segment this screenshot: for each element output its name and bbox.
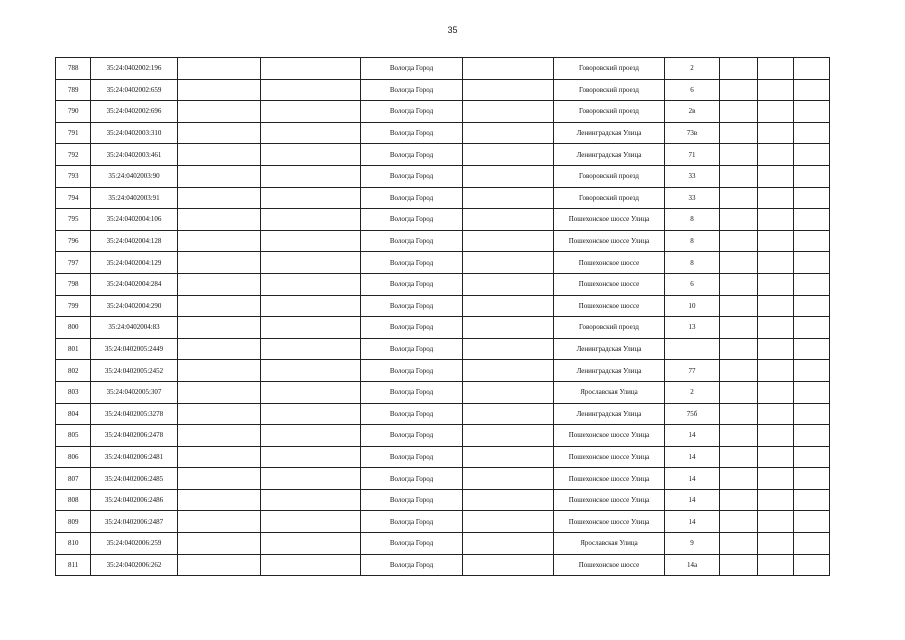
street-cell: Ярославская Улица bbox=[554, 533, 665, 555]
table-row bbox=[56, 101, 830, 123]
empty-cell bbox=[463, 273, 554, 295]
empty-cell bbox=[178, 554, 261, 576]
empty-cell bbox=[794, 79, 830, 101]
empty-cell bbox=[758, 403, 794, 425]
table-row bbox=[56, 403, 830, 425]
empty-cell bbox=[720, 338, 758, 360]
empty-cell bbox=[720, 230, 758, 252]
table-row bbox=[56, 165, 830, 187]
empty-cell bbox=[794, 533, 830, 555]
street-cell: Говоровский проезд bbox=[554, 79, 665, 101]
empty-cell bbox=[758, 295, 794, 317]
house-number-cell: 33 bbox=[665, 165, 720, 187]
cadastral-number-cell: 35:24:0402002:196 bbox=[91, 58, 178, 80]
empty-cell bbox=[794, 187, 830, 209]
empty-cell bbox=[463, 209, 554, 231]
empty-cell bbox=[178, 511, 261, 533]
street-cell: Пошехонское шоссе bbox=[554, 273, 665, 295]
empty-cell bbox=[758, 446, 794, 468]
house-number-cell: 14 bbox=[665, 425, 720, 447]
empty-cell bbox=[794, 101, 830, 123]
empty-cell bbox=[261, 338, 361, 360]
empty-cell bbox=[794, 122, 830, 144]
street-cell: Говоровский проезд bbox=[554, 58, 665, 80]
street-cell: Пошехонское шоссе bbox=[554, 252, 665, 274]
page-number: 35 bbox=[447, 25, 458, 35]
cadastral-number-cell: 35:24:0402005:3278 bbox=[91, 403, 178, 425]
empty-cell bbox=[794, 273, 830, 295]
empty-cell bbox=[178, 381, 261, 403]
empty-cell bbox=[261, 252, 361, 274]
street-cell: Пошехонское шоссе Улица bbox=[554, 511, 665, 533]
empty-cell bbox=[758, 425, 794, 447]
empty-cell bbox=[794, 468, 830, 490]
cadastral-number-cell: 35:24:0402006:2481 bbox=[91, 446, 178, 468]
locality-cell: Вологда Город bbox=[361, 295, 463, 317]
empty-cell bbox=[463, 295, 554, 317]
empty-cell bbox=[720, 122, 758, 144]
empty-cell bbox=[758, 533, 794, 555]
street-cell: Ленинградская Улица bbox=[554, 122, 665, 144]
empty-cell bbox=[178, 533, 261, 555]
empty-cell bbox=[720, 468, 758, 490]
empty-cell bbox=[463, 468, 554, 490]
empty-cell bbox=[261, 554, 361, 576]
row-number-cell: 790 bbox=[56, 101, 91, 123]
empty-cell bbox=[261, 230, 361, 252]
house-number-cell: 9 bbox=[665, 533, 720, 555]
empty-cell bbox=[261, 122, 361, 144]
empty-cell bbox=[261, 79, 361, 101]
empty-cell bbox=[758, 122, 794, 144]
street-cell: Пошехонское шоссе bbox=[554, 554, 665, 576]
empty-cell bbox=[758, 79, 794, 101]
street-cell: Пошехонское шоссе Улица bbox=[554, 209, 665, 231]
empty-cell bbox=[261, 425, 361, 447]
empty-cell bbox=[463, 360, 554, 382]
cadastral-number-cell: 35:24:0402005:2449 bbox=[91, 338, 178, 360]
empty-cell bbox=[463, 317, 554, 339]
locality-cell: Вологда Город bbox=[361, 273, 463, 295]
house-number-cell: 6 bbox=[665, 79, 720, 101]
empty-cell bbox=[463, 554, 554, 576]
empty-cell bbox=[758, 381, 794, 403]
cadastral-number-cell: 35:24:0402006:2487 bbox=[91, 511, 178, 533]
street-cell: Говоровский проезд bbox=[554, 101, 665, 123]
house-number-cell: 14а bbox=[665, 554, 720, 576]
empty-cell bbox=[178, 58, 261, 80]
table-row bbox=[56, 317, 830, 339]
empty-cell bbox=[178, 230, 261, 252]
empty-cell bbox=[178, 209, 261, 231]
empty-cell bbox=[261, 58, 361, 80]
street-cell: Пошехонское шоссе Улица bbox=[554, 489, 665, 511]
row-number-cell: 800 bbox=[56, 317, 91, 339]
locality-cell: Вологда Город bbox=[361, 468, 463, 490]
street-cell: Ленинградская Улица bbox=[554, 403, 665, 425]
house-number-cell: 8 bbox=[665, 230, 720, 252]
empty-cell bbox=[794, 338, 830, 360]
empty-cell bbox=[794, 489, 830, 511]
street-cell: Пошехонское шоссе Улица bbox=[554, 230, 665, 252]
house-number-cell: 14 bbox=[665, 446, 720, 468]
empty-cell bbox=[463, 58, 554, 80]
empty-cell bbox=[720, 58, 758, 80]
empty-cell bbox=[463, 187, 554, 209]
empty-cell bbox=[720, 209, 758, 231]
empty-cell bbox=[463, 489, 554, 511]
locality-cell: Вологда Город bbox=[361, 122, 463, 144]
empty-cell bbox=[794, 554, 830, 576]
locality-cell: Вологда Город bbox=[361, 511, 463, 533]
empty-cell bbox=[758, 101, 794, 123]
empty-cell bbox=[794, 295, 830, 317]
row-number-cell: 794 bbox=[56, 187, 91, 209]
cadastral-number-cell: 35:24:0402006:2486 bbox=[91, 489, 178, 511]
empty-cell bbox=[720, 533, 758, 555]
row-number-cell: 805 bbox=[56, 425, 91, 447]
empty-cell bbox=[794, 403, 830, 425]
locality-cell: Вологда Город bbox=[361, 381, 463, 403]
empty-cell bbox=[178, 252, 261, 274]
empty-cell bbox=[261, 273, 361, 295]
empty-cell bbox=[720, 252, 758, 274]
street-cell: Говоровский проезд bbox=[554, 187, 665, 209]
empty-cell bbox=[720, 295, 758, 317]
empty-cell bbox=[758, 360, 794, 382]
house-number-cell: 14 bbox=[665, 468, 720, 490]
empty-cell bbox=[463, 230, 554, 252]
empty-cell bbox=[758, 144, 794, 166]
row-number-cell: 789 bbox=[56, 79, 91, 101]
row-number-cell: 788 bbox=[56, 58, 91, 80]
empty-cell bbox=[720, 101, 758, 123]
empty-cell bbox=[261, 489, 361, 511]
row-number-cell: 811 bbox=[56, 554, 91, 576]
house-number-cell: 2в bbox=[665, 101, 720, 123]
table-row bbox=[56, 122, 830, 144]
row-number-cell: 798 bbox=[56, 273, 91, 295]
empty-cell bbox=[794, 209, 830, 231]
table-row bbox=[56, 511, 830, 533]
table-row bbox=[56, 230, 830, 252]
empty-cell bbox=[463, 511, 554, 533]
cadastral-number-cell: 35:24:0402004:284 bbox=[91, 273, 178, 295]
table-row bbox=[56, 144, 830, 166]
empty-cell bbox=[720, 317, 758, 339]
registry-table bbox=[55, 57, 830, 576]
table-row bbox=[56, 187, 830, 209]
house-number-cell: 10 bbox=[665, 295, 720, 317]
row-number-cell: 796 bbox=[56, 230, 91, 252]
empty-cell bbox=[463, 252, 554, 274]
empty-cell bbox=[758, 230, 794, 252]
empty-cell bbox=[794, 425, 830, 447]
empty-cell bbox=[720, 489, 758, 511]
locality-cell: Вологда Город bbox=[361, 165, 463, 187]
locality-cell: Вологда Город bbox=[361, 209, 463, 231]
locality-cell: Вологда Город bbox=[361, 533, 463, 555]
empty-cell bbox=[463, 446, 554, 468]
cadastral-number-cell: 35:24:0402006:259 bbox=[91, 533, 178, 555]
table-row bbox=[56, 79, 830, 101]
empty-cell bbox=[758, 489, 794, 511]
empty-cell bbox=[720, 554, 758, 576]
house-number-cell: 14 bbox=[665, 489, 720, 511]
empty-cell bbox=[463, 79, 554, 101]
locality-cell: Вологда Город bbox=[361, 360, 463, 382]
street-cell: Ленинградская Улица bbox=[554, 144, 665, 166]
table-row bbox=[56, 338, 830, 360]
locality-cell: Вологда Город bbox=[361, 101, 463, 123]
house-number-cell: 33 bbox=[665, 187, 720, 209]
empty-cell bbox=[758, 338, 794, 360]
empty-cell bbox=[261, 403, 361, 425]
empty-cell bbox=[261, 209, 361, 231]
row-number-cell: 803 bbox=[56, 381, 91, 403]
cadastral-number-cell: 35:24:0402003:91 bbox=[91, 187, 178, 209]
empty-cell bbox=[758, 187, 794, 209]
empty-cell bbox=[178, 79, 261, 101]
empty-cell bbox=[178, 425, 261, 447]
house-number-cell: 75б bbox=[665, 403, 720, 425]
table-row bbox=[56, 381, 830, 403]
row-number-cell: 806 bbox=[56, 446, 91, 468]
cadastral-number-cell: 35:24:0402004:128 bbox=[91, 230, 178, 252]
house-number-cell: 2 bbox=[665, 381, 720, 403]
empty-cell bbox=[758, 511, 794, 533]
cadastral-number-cell: 35:24:0402003:461 bbox=[91, 144, 178, 166]
table-row bbox=[56, 489, 830, 511]
empty-cell bbox=[261, 165, 361, 187]
locality-cell: Вологда Город bbox=[361, 554, 463, 576]
locality-cell: Вологда Город bbox=[361, 317, 463, 339]
empty-cell bbox=[463, 144, 554, 166]
empty-cell bbox=[178, 295, 261, 317]
empty-cell bbox=[720, 360, 758, 382]
street-cell: Пошехонское шоссе bbox=[554, 295, 665, 317]
table-row bbox=[56, 360, 830, 382]
cadastral-number-cell: 35:24:0402002:696 bbox=[91, 101, 178, 123]
empty-cell bbox=[178, 144, 261, 166]
row-number-cell: 793 bbox=[56, 165, 91, 187]
table-row bbox=[56, 554, 830, 576]
locality-cell: Вологда Город bbox=[361, 403, 463, 425]
house-number-cell bbox=[665, 338, 720, 360]
empty-cell bbox=[178, 403, 261, 425]
house-number-cell: 8 bbox=[665, 209, 720, 231]
empty-cell bbox=[758, 554, 794, 576]
empty-cell bbox=[720, 187, 758, 209]
cadastral-number-cell: 35:24:0402005:307 bbox=[91, 381, 178, 403]
empty-cell bbox=[720, 511, 758, 533]
house-number-cell: 6 bbox=[665, 273, 720, 295]
cadastral-number-cell: 35:24:0402003:310 bbox=[91, 122, 178, 144]
locality-cell: Вологда Город bbox=[361, 338, 463, 360]
empty-cell bbox=[178, 122, 261, 144]
locality-cell: Вологда Город bbox=[361, 230, 463, 252]
row-number-cell: 797 bbox=[56, 252, 91, 274]
locality-cell: Вологда Город bbox=[361, 489, 463, 511]
empty-cell bbox=[720, 381, 758, 403]
cadastral-number-cell: 35:24:0402005:2452 bbox=[91, 360, 178, 382]
empty-cell bbox=[794, 317, 830, 339]
empty-cell bbox=[720, 79, 758, 101]
empty-cell bbox=[794, 446, 830, 468]
street-cell: Ленинградская Улица bbox=[554, 338, 665, 360]
empty-cell bbox=[261, 317, 361, 339]
empty-cell bbox=[261, 446, 361, 468]
empty-cell bbox=[720, 425, 758, 447]
empty-cell bbox=[178, 273, 261, 295]
cadastral-number-cell: 35:24:0402004:83 bbox=[91, 317, 178, 339]
empty-cell bbox=[261, 511, 361, 533]
empty-cell bbox=[794, 511, 830, 533]
empty-cell bbox=[178, 446, 261, 468]
empty-cell bbox=[261, 101, 361, 123]
row-number-cell: 792 bbox=[56, 144, 91, 166]
empty-cell bbox=[758, 252, 794, 274]
house-number-cell: 77 bbox=[665, 360, 720, 382]
house-number-cell: 73в bbox=[665, 122, 720, 144]
empty-cell bbox=[794, 58, 830, 80]
house-number-cell: 14 bbox=[665, 511, 720, 533]
locality-cell: Вологда Город bbox=[361, 425, 463, 447]
empty-cell bbox=[261, 533, 361, 555]
empty-cell bbox=[794, 252, 830, 274]
cadastral-number-cell: 35:24:0402004:106 bbox=[91, 209, 178, 231]
empty-cell bbox=[463, 101, 554, 123]
street-cell: Ленинградская Улица bbox=[554, 360, 665, 382]
empty-cell bbox=[794, 360, 830, 382]
empty-cell bbox=[463, 165, 554, 187]
table-row bbox=[56, 468, 830, 490]
empty-cell bbox=[720, 446, 758, 468]
empty-cell bbox=[178, 489, 261, 511]
locality-cell: Вологда Город bbox=[361, 144, 463, 166]
row-number-cell: 808 bbox=[56, 489, 91, 511]
empty-cell bbox=[758, 209, 794, 231]
empty-cell bbox=[794, 144, 830, 166]
locality-cell: Вологда Город bbox=[361, 187, 463, 209]
cadastral-number-cell: 35:24:0402002:659 bbox=[91, 79, 178, 101]
empty-cell bbox=[463, 381, 554, 403]
house-number-cell: 8 bbox=[665, 252, 720, 274]
row-number-cell: 799 bbox=[56, 295, 91, 317]
row-number-cell: 809 bbox=[56, 511, 91, 533]
house-number-cell: 13 bbox=[665, 317, 720, 339]
row-number-cell: 802 bbox=[56, 360, 91, 382]
cadastral-number-cell: 35:24:0402004:290 bbox=[91, 295, 178, 317]
empty-cell bbox=[758, 317, 794, 339]
empty-cell bbox=[463, 533, 554, 555]
cadastral-number-cell: 35:24:0402006:2478 bbox=[91, 425, 178, 447]
cadastral-number-cell: 35:24:0402006:2485 bbox=[91, 468, 178, 490]
house-number-cell: 71 bbox=[665, 144, 720, 166]
empty-cell bbox=[463, 425, 554, 447]
empty-cell bbox=[720, 165, 758, 187]
empty-cell bbox=[178, 338, 261, 360]
table-row bbox=[56, 295, 830, 317]
locality-cell: Вологда Город bbox=[361, 58, 463, 80]
row-number-cell: 801 bbox=[56, 338, 91, 360]
empty-cell bbox=[261, 468, 361, 490]
house-number-cell: 2 bbox=[665, 58, 720, 80]
empty-cell bbox=[463, 403, 554, 425]
empty-cell bbox=[261, 144, 361, 166]
table-row bbox=[56, 533, 830, 555]
row-number-cell: 807 bbox=[56, 468, 91, 490]
empty-cell bbox=[720, 144, 758, 166]
empty-cell bbox=[758, 468, 794, 490]
street-cell: Пошехонское шоссе Улица bbox=[554, 468, 665, 490]
locality-cell: Вологда Город bbox=[361, 446, 463, 468]
street-cell: Говоровский проезд bbox=[554, 317, 665, 339]
empty-cell bbox=[758, 58, 794, 80]
street-cell: Ярославская Улица bbox=[554, 381, 665, 403]
row-number-cell: 810 bbox=[56, 533, 91, 555]
empty-cell bbox=[463, 338, 554, 360]
cadastral-number-cell: 35:24:0402006:262 bbox=[91, 554, 178, 576]
row-number-cell: 795 bbox=[56, 209, 91, 231]
empty-cell bbox=[758, 273, 794, 295]
empty-cell bbox=[261, 187, 361, 209]
empty-cell bbox=[261, 360, 361, 382]
table-row bbox=[56, 209, 830, 231]
empty-cell bbox=[261, 295, 361, 317]
row-number-cell: 804 bbox=[56, 403, 91, 425]
empty-cell bbox=[178, 101, 261, 123]
table-row bbox=[56, 425, 830, 447]
empty-cell bbox=[720, 403, 758, 425]
row-number-cell: 791 bbox=[56, 122, 91, 144]
empty-cell bbox=[463, 122, 554, 144]
empty-cell bbox=[794, 165, 830, 187]
empty-cell bbox=[178, 468, 261, 490]
empty-cell bbox=[758, 165, 794, 187]
empty-cell bbox=[178, 165, 261, 187]
empty-cell bbox=[261, 381, 361, 403]
empty-cell bbox=[178, 187, 261, 209]
empty-cell bbox=[720, 273, 758, 295]
cadastral-number-cell: 35:24:0402003:90 bbox=[91, 165, 178, 187]
locality-cell: Вологда Город bbox=[361, 79, 463, 101]
table-row bbox=[56, 252, 830, 274]
empty-cell bbox=[794, 381, 830, 403]
table-row bbox=[56, 273, 830, 295]
street-cell: Говоровский проезд bbox=[554, 165, 665, 187]
table-row bbox=[56, 58, 830, 80]
empty-cell bbox=[794, 230, 830, 252]
cadastral-number-cell: 35:24:0402004:129 bbox=[91, 252, 178, 274]
empty-cell bbox=[178, 317, 261, 339]
street-cell: Пошехонское шоссе Улица bbox=[554, 446, 665, 468]
empty-cell bbox=[178, 360, 261, 382]
table-row bbox=[56, 446, 830, 468]
street-cell: Пошехонское шоссе Улица bbox=[554, 425, 665, 447]
locality-cell: Вологда Город bbox=[361, 252, 463, 274]
